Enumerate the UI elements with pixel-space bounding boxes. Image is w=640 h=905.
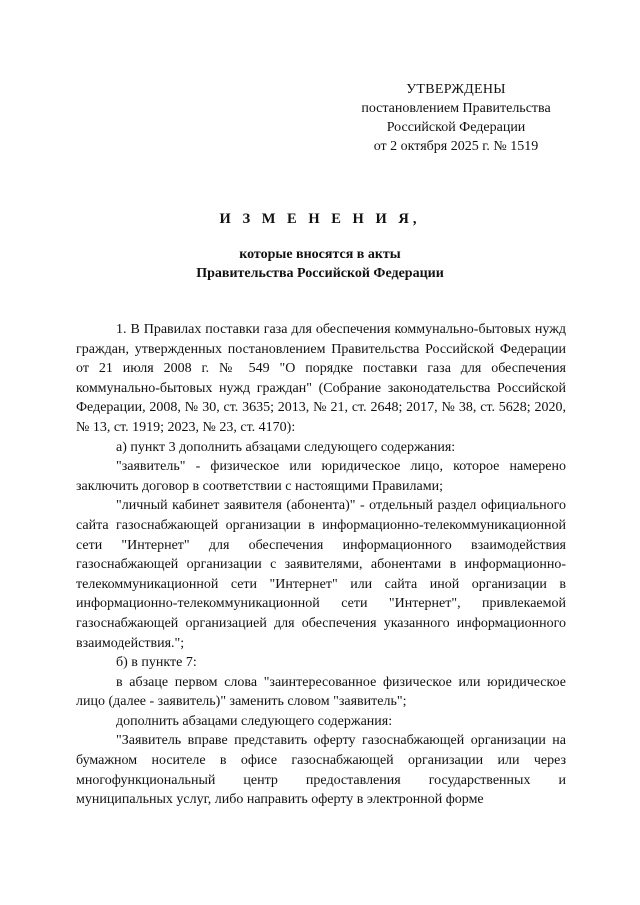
approval-title: УТВЕРЖДЕНЫ: [406, 82, 506, 97]
approval-line: постановлением Правительства: [361, 101, 551, 116]
paragraph: б) в пункте 7:: [116, 655, 197, 671]
paragraph: в абзаце первом слова "заинтересованное физическое или юридическое лицо (далее - заявитель)" заменить словом "заявитель";: [76, 674, 566, 710]
document-subtitle: [0, 245, 640, 283]
paragraph: "Заявитель вправе представить оферту газоснабжающей организации на бумажном носителе в офисе газоснабжающей организации или через многофункциональный центр предоставления государственных и муниципальных услуг, либо направить оферту в электронной форме: [76, 733, 566, 808]
subtitle-line: которые вносятся в акты: [239, 247, 401, 262]
paragraph: 1. В Правилах поставки газа для обеспечения коммунально-бытовых нужд граждан, утвержденных постановлением Правительства Российской Федерации от 21 июля 2008 г. № 549 "О порядке поставки газа для обеспечения коммунально-бытовых нужд граждан" (Собрание законодательства Российской Федерации, 2008, № 30, ст. 3635; 2013, № 21, ст. 2648; 2017, № 38, ст. 5628; 2020, № 13, ст. 1919; 2023, № 23, ст. 4170):: [76, 322, 566, 435]
approval-date: от 2 октября 2025 г. № 1519: [373, 139, 539, 154]
document-title: И З М Е Н Е Н И Я,: [219, 211, 421, 227]
paragraph: "заявитель" - физическое или юридическое лицо, которое намерено заключить договор в соответствии с настоящими Правилами;: [76, 459, 566, 494]
paragraph: а) пункт 3 дополнить абзацами следующего содержания:: [116, 439, 456, 455]
subtitle-line: Правительства Российской Федерации: [196, 266, 444, 281]
paragraph: "личный кабинет заявителя (абонента)" - отдельный раздел официального сайта газоснабжающей организации в информационно-телекоммуникационной сети "Интернет" для обеспечения информационного взаимодействия газоснабжающей организации с заявителями, абонентами в информационно-телекоммуникационной сети "Интернет" или сайта иной организации в информационно-телекоммуникационной сети "Интернет", привлекаемой газоснабжающей организацией для обеспечения указанного информационного взаимодействия.";: [76, 498, 566, 651]
paragraph: дополнить абзацами следующего содержания:: [116, 713, 393, 729]
approval-line: Российской Федерации: [386, 120, 526, 135]
approval-stamp: [340, 80, 572, 156]
document-body: [76, 320, 566, 810]
